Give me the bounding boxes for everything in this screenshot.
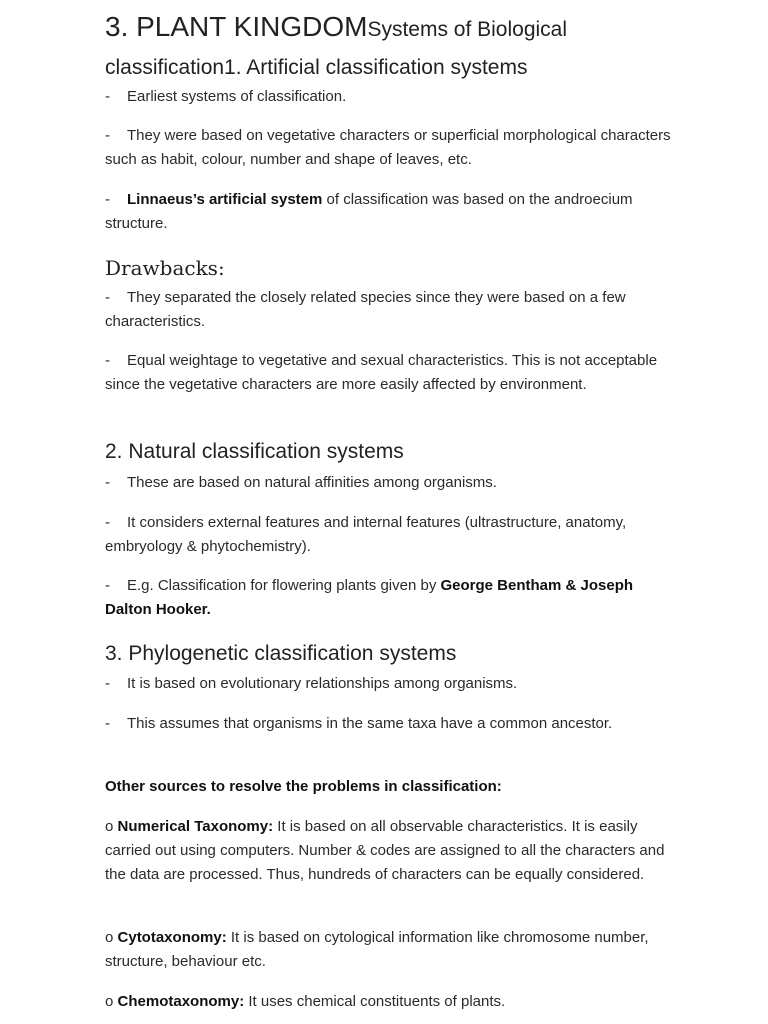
item-marker: o xyxy=(105,929,114,946)
chemotaxonomy-item xyxy=(105,990,675,1014)
page-title xyxy=(105,8,705,87)
natural-heading: 2. Natural classification systems xyxy=(105,440,404,463)
cytotaxonomy-item xyxy=(105,926,675,974)
bullet-text: Earliest systems of classification. xyxy=(127,88,347,105)
bullet-dash: - xyxy=(105,289,110,306)
bullet-dash: - xyxy=(105,352,110,369)
phylogenetic-bullet-2 xyxy=(105,712,675,736)
bullet-text: This assumes that organisms in the same taxa have a common ancestor. xyxy=(127,715,613,732)
item-bold-text: Chemotaxonomy: xyxy=(117,993,245,1010)
bullet-text: They were based on vegetative characters or superficial morphological characters such as habit, colour, number and shape of leaves, etc. xyxy=(105,127,671,168)
drawbacks-bullet-2 xyxy=(105,349,675,397)
bullet-bold-text: George Bentham & Joseph Dalton Hooker. xyxy=(105,577,634,618)
bullet-bold-text: Linnaeus’s artificial system xyxy=(127,191,323,208)
bullet-text: E.g. Classification for flowering plants given by xyxy=(127,577,441,594)
item-bold-text: Cytotaxonomy: xyxy=(117,929,227,946)
artificial-bullet-1 xyxy=(105,85,675,109)
bullet-dash: - xyxy=(105,514,110,531)
drawbacks-bullet-1 xyxy=(105,286,675,334)
bullet-dash: - xyxy=(105,715,110,732)
bullet-dash: - xyxy=(105,191,110,208)
item-marker: o xyxy=(105,993,114,1010)
bullet-text: These are based on natural affinities among organisms. xyxy=(127,474,497,491)
item-bold-text: Numerical Taxonomy: xyxy=(117,818,274,835)
artificial-bullet-3 xyxy=(105,188,675,236)
numerical-taxonomy-item xyxy=(105,815,675,887)
bullet-dash: - xyxy=(105,675,110,692)
item-marker: o xyxy=(105,818,114,835)
natural-bullet-1 xyxy=(105,471,675,495)
drawbacks-heading: Drawbacks: xyxy=(105,256,225,280)
item-text: It is based on cytological information like chromosome number, structure, behaviour etc. xyxy=(105,929,649,970)
page-title-main: 3. PLANT KINGDOM xyxy=(105,11,368,42)
item-text: It is based on all observable characteristics. It is easily carried out using computers. Number & codes are assigned to all the characters and the data are processed. Thus, hundreds of characters can be equally considered. xyxy=(105,818,665,883)
other-sources-heading xyxy=(105,775,675,799)
other-sources-heading-text: Other sources to resolve the problems in classification: xyxy=(105,778,502,795)
natural-bullet-3 xyxy=(105,574,675,622)
bullet-text: It considers external features and internal features (ultrastructure, anatomy, embryology & phytochemistry). xyxy=(105,514,627,555)
bullet-dash: - xyxy=(105,474,110,491)
bullet-text: Equal weightage to vegetative and sexual characteristics. This is not acceptable since the vegetative characters are more easily affected by environment. xyxy=(105,352,658,393)
phylogenetic-heading: 3. Phylogenetic classification systems xyxy=(105,642,457,665)
page-title-rest: Systems of Biological classification1. Artificial classification systems xyxy=(105,18,568,79)
bullet-text: They separated the closely related species since they were based on a few characteristics. xyxy=(105,289,626,330)
artificial-bullet-2 xyxy=(105,124,675,172)
bullet-dash: - xyxy=(105,127,110,144)
bullet-text: It is based on evolutionary relationships among organisms. xyxy=(127,675,518,692)
bullet-dash: - xyxy=(105,88,110,105)
item-text: It uses chemical constituents of plants. xyxy=(244,993,506,1010)
bullet-text: of classification was based on the androecium structure. xyxy=(105,191,633,232)
phylogenetic-bullet-1 xyxy=(105,672,675,696)
bullet-dash: - xyxy=(105,577,110,594)
natural-bullet-2 xyxy=(105,511,675,559)
